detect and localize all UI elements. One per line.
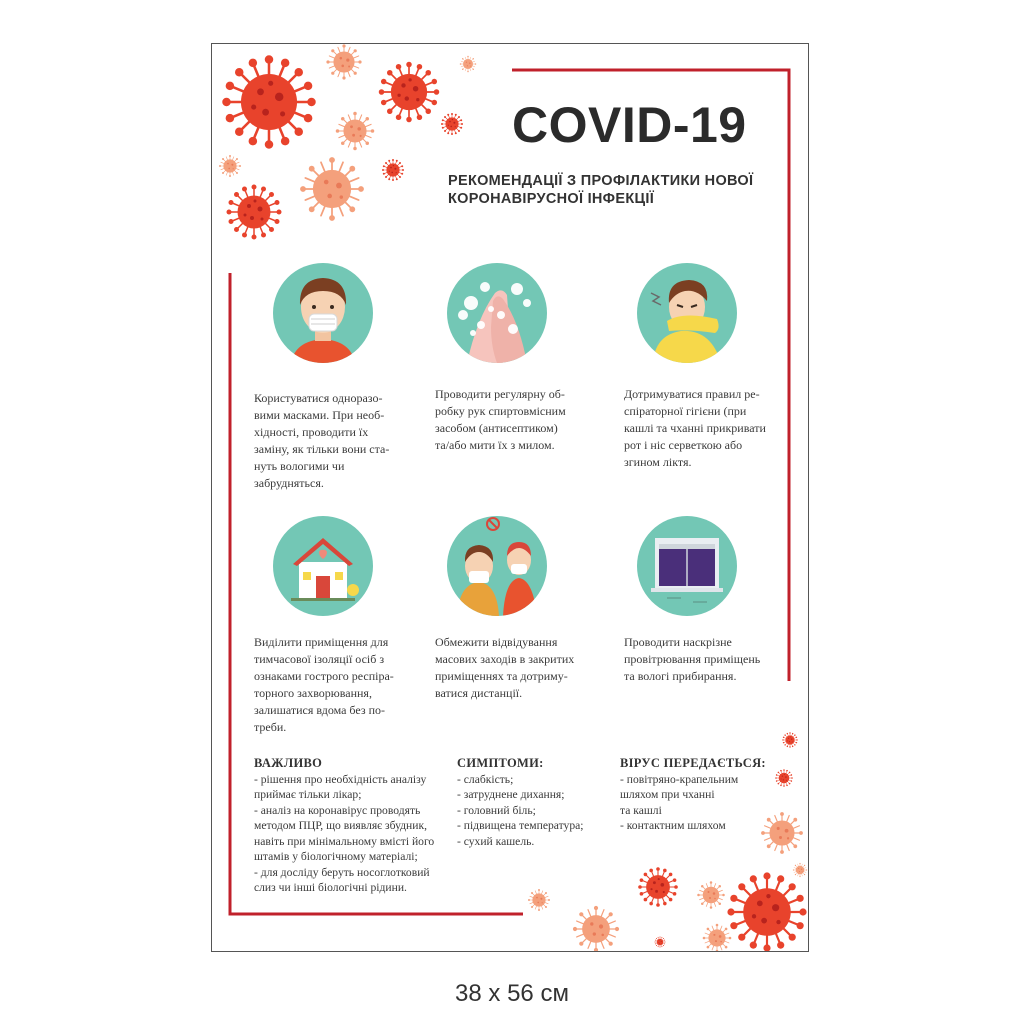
text-line: Проводити регулярну об-	[435, 387, 565, 401]
text-line: тимчасової ізоляції осіб з	[254, 652, 385, 666]
symptoms-heading: СИМПТОМИ:	[457, 756, 544, 770]
text-line: та кашлі	[620, 803, 662, 817]
text-line: та вологі прибирання.	[624, 669, 737, 683]
important-block	[254, 756, 454, 896]
text-line: Користуватися одноразо-	[254, 391, 383, 405]
house-icon	[273, 516, 373, 616]
text-line: рот і ніс серветкою або	[624, 438, 743, 452]
transmission-heading: ВІРУС ПЕРЕДАЄТЬСЯ:	[620, 756, 766, 770]
text-line: нуть вологими чи	[254, 459, 345, 473]
crowd-masks-icon	[447, 516, 547, 616]
text-line: - головний біль;	[457, 803, 536, 817]
text-line: - сухий кашель.	[457, 834, 535, 848]
recommendation-text-isolation	[254, 634, 404, 736]
text-line: штамів у біологічному матеріалі;	[254, 850, 418, 863]
text-line: Проводити наскрізне	[624, 635, 732, 649]
window-icon	[637, 516, 737, 616]
text-line: - аналіз на коронавірус проводять	[254, 803, 421, 817]
text-line: - рішення про необхідність аналізу	[254, 772, 427, 786]
text-line: Обмежити відвідування	[435, 635, 558, 649]
text-line: та/або мити їх з милом.	[435, 438, 555, 452]
text-line: згином ліктя.	[624, 455, 692, 469]
poster	[211, 43, 809, 952]
mask-person-icon	[273, 263, 373, 363]
text-line: хідності, проводити їх	[254, 425, 369, 439]
text-line: забрудняться.	[254, 476, 324, 490]
text-line: - контактним шляхом	[620, 819, 726, 832]
transmission-block	[620, 756, 780, 834]
recommendation-text-hygiene	[624, 386, 784, 471]
text-line: ознаками гострого респіра-	[254, 669, 394, 683]
recommendation-text-ventilation	[624, 634, 784, 685]
text-line: - для досліду беруть носоглотковий	[254, 865, 430, 879]
text-line: масових заходів в закритих	[435, 652, 575, 666]
size-caption: 38 x 56 см	[455, 980, 569, 1007]
text-line: слиз чи інші біологічні рідини.	[254, 881, 407, 894]
text-line: Дотримуватися правил ре-	[624, 387, 760, 401]
poster-subtitle	[448, 172, 778, 208]
recommendation-text-gatherings	[435, 634, 585, 702]
text-line: кашлі та чханні прикривати	[624, 421, 766, 435]
text-line: Виділити приміщення для	[254, 635, 389, 649]
text-line: спіраторної гігієни (при	[624, 404, 747, 418]
text-line: - повітряно-крапельним	[620, 772, 739, 786]
text-line: - підвищена температура;	[457, 819, 584, 832]
text-line: провітрювання приміщень	[624, 652, 761, 666]
text-line: приміщеннях та дотриму-	[435, 669, 568, 683]
recommendation-text-hands	[435, 386, 585, 454]
subtitle-line: КОРОНАВІРУСНОЇ ІНФЕКЦІЇ	[448, 191, 654, 207]
text-line: залишатися вдома без по-	[254, 703, 386, 717]
text-line: треби.	[254, 720, 287, 734]
sneezing-person-icon	[637, 263, 737, 363]
recommendation-text-masks	[254, 390, 404, 492]
text-line: заміну, як тільки вони ста-	[254, 442, 390, 456]
washing-hands-icon	[447, 263, 547, 363]
text-line: методом ПЦР, що виявляє збудник,	[254, 819, 427, 832]
important-heading: ВАЖЛИВО	[254, 756, 323, 770]
subtitle-line: РЕКОМЕНДАЦІЇ З ПРОФІЛАКТИКИ НОВОЇ	[448, 173, 754, 189]
text-line: торного захворювання,	[254, 686, 372, 700]
text-line: ватися дистанції.	[435, 686, 523, 700]
text-line: робку рук спиртовмісним	[435, 404, 566, 418]
text-line: шляхом при чханні	[620, 788, 715, 801]
text-line: засобом (антисептиком)	[435, 421, 558, 435]
text-line: приймає тільки лікар;	[254, 788, 362, 801]
text-line: навіть при мінімальному вмісті його	[254, 834, 435, 848]
symptoms-block	[457, 756, 607, 849]
text-line: - затруднене дихання;	[457, 788, 565, 801]
poster-title: COVID-19	[512, 97, 747, 153]
text-line: - слабкість;	[457, 772, 514, 786]
text-line: вими масками. При необ-	[254, 408, 385, 422]
